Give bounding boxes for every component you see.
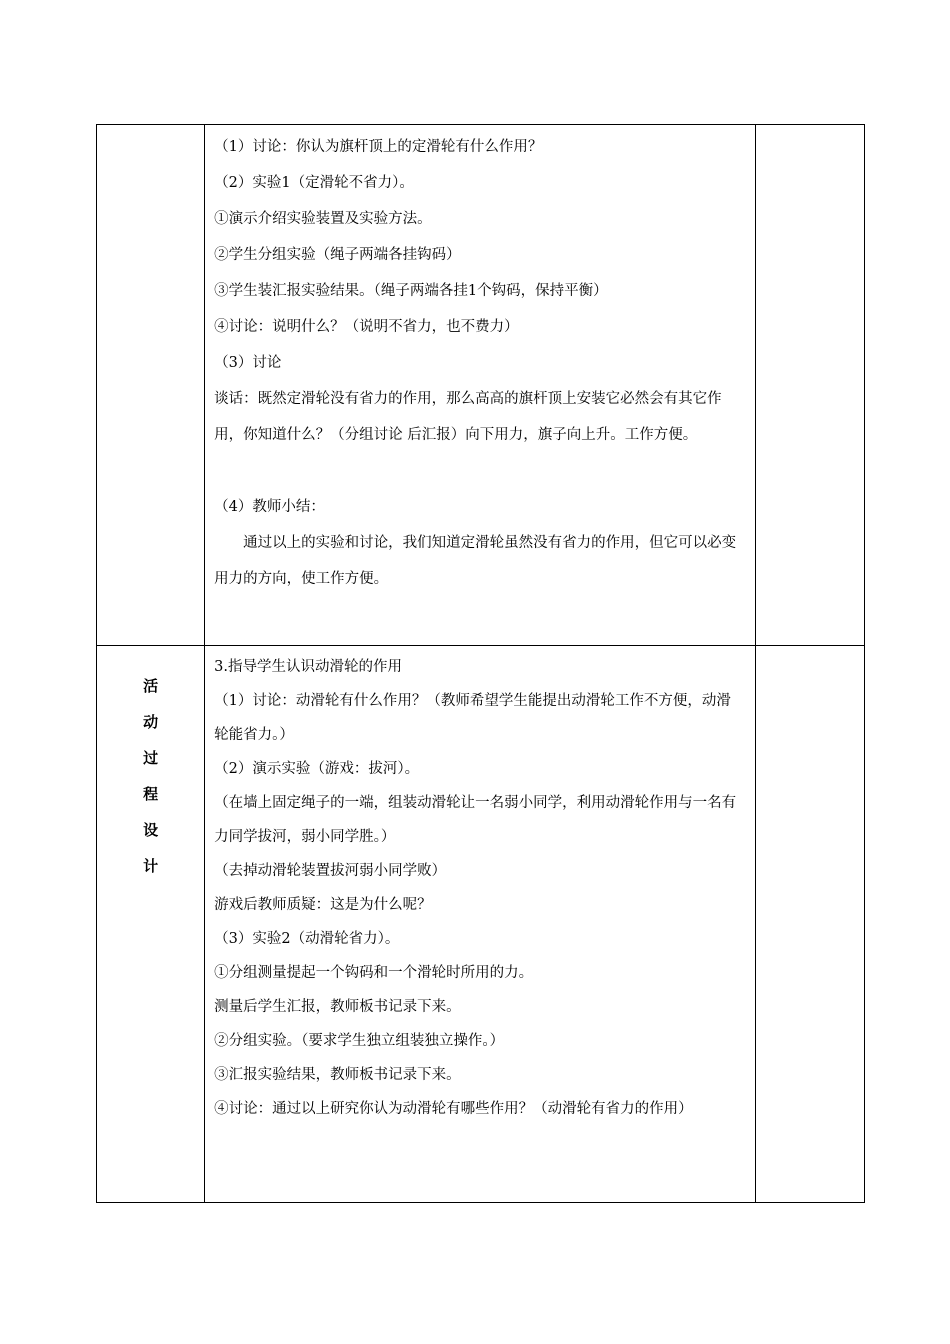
content-cell — [205, 646, 756, 1203]
label-char: 程 — [143, 785, 159, 803]
table-row — [97, 646, 865, 1203]
text-line: （去掉动滑轮装置拔河弱小同学败） — [214, 863, 447, 879]
content-cell — [205, 125, 756, 646]
text-line: 游戏后教师质疑：这是为什么呢？ — [214, 897, 432, 913]
text-paragraph: 通过以上的实验和讨论，我们知道定滑轮虽然没有省力的作用，但它可以必变用力的方向，使工作方便。 — [214, 535, 737, 587]
blank-line — [214, 453, 745, 489]
text-line: ①分组测量提起一个钩码和一个滑轮时所用的力。 — [214, 965, 534, 981]
label-cell — [97, 646, 205, 1203]
notes-cell — [755, 646, 864, 1203]
notes-cell — [755, 125, 864, 646]
label-char: 过 — [143, 749, 159, 767]
text-line: 测量后学生汇报，教师板书记录下来。 — [214, 999, 461, 1015]
section-heading: 3.指导学生认识动滑轮的作用 — [214, 659, 402, 675]
label-char: 设 — [143, 821, 159, 839]
lesson-plan-table — [96, 124, 865, 1203]
text-line: ④讨论：说明什么？（说明不省力，也不费力） — [214, 319, 519, 335]
text-line: ③学生装汇报实验结果。（绳子两端各挂1个钩码，保持平衡） — [214, 283, 608, 299]
label-cell — [97, 125, 205, 646]
text-line: ①演示介绍实验装置及实验方法。 — [214, 211, 432, 227]
text-paragraph: （1）讨论：动滑轮有什么作用？（教师希望学生能提出动滑轮工作不方便，动滑轮能省力。） — [214, 693, 731, 743]
text-line: （2）实验1（定滑轮不省力）。 — [214, 175, 414, 191]
text-line: ②分组实验。（要求学生独立组装独立操作。） — [214, 1033, 505, 1049]
label-char: 计 — [143, 857, 159, 875]
text-line: （3）实验2（动滑轮省力）。 — [214, 931, 400, 947]
text-paragraph: 谈话：既然定滑轮没有省力的作用，那么高高的旗杆顶上安装它必然会有其它作用，你知道什么？（分组讨论 后汇报）向下用力，旗子向上升。工作方便。 — [214, 391, 722, 443]
text-paragraph: ④讨论：通过以上研究你认为动滑轮有哪些作用？（动滑轮有省力的作用） — [214, 1101, 693, 1117]
text-paragraph: （在墙上固定绳子的一端，组装动滑轮让一名弱小同学，利用动滑轮作用与一名有力同学拔河，弱小同学胜。） — [214, 795, 737, 845]
text-line: （1）讨论：你认为旗杆顶上的定滑轮有什么作用？ — [214, 139, 543, 155]
label-char: 活 — [143, 677, 159, 695]
text-line: （4）教师小结： — [214, 499, 325, 515]
text-line: ③汇报实验结果，教师板书记录下来。 — [214, 1067, 461, 1083]
section-label — [97, 646, 204, 884]
text-line: ②学生分组实验（绳子两端各挂钩码） — [214, 247, 461, 263]
label-char: 动 — [143, 713, 159, 731]
text-line: （3）讨论 — [214, 355, 282, 371]
table-row — [97, 125, 865, 646]
text-line: （2）演示实验（游戏：拔河）。 — [214, 761, 420, 777]
